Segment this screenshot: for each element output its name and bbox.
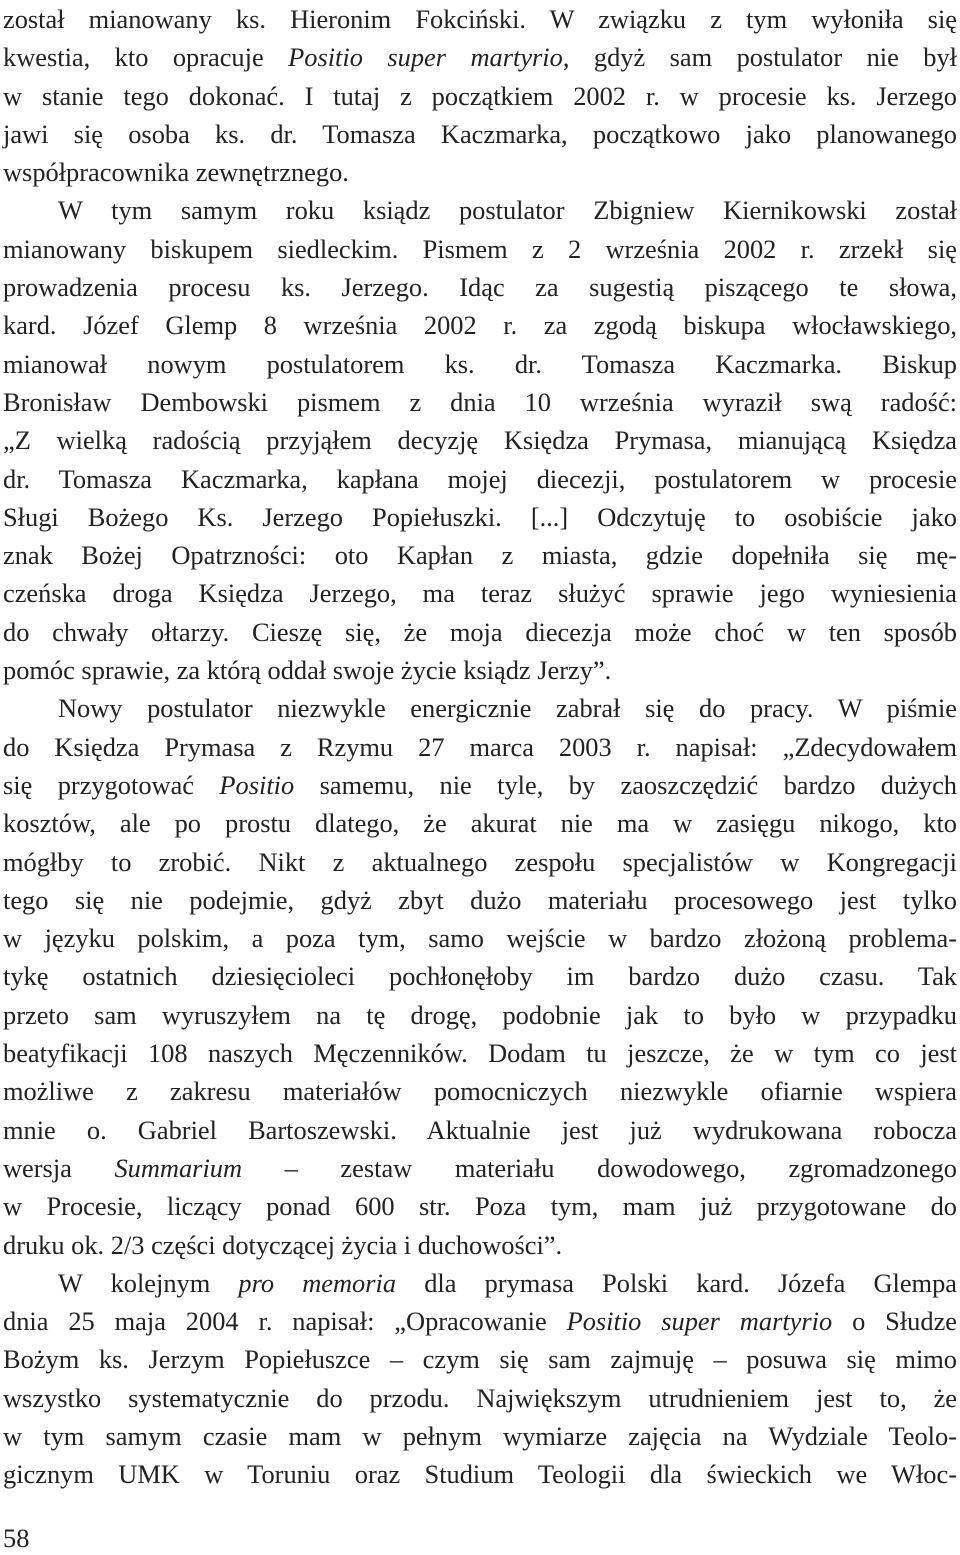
text-line <box>3 536 957 574</box>
text-run: przeto sam wyruszyłem na tę drogę, podobnie jak to było w przypadku <box>3 999 957 1030</box>
text-run: tego się nie podejmie, gdyż zbyt dużo materiału procesowego jest tylko <box>3 884 957 915</box>
text-run: „Z wielką radością przyjąłem decyzję Księdza Prymasa, mianującą Księdza <box>3 425 957 456</box>
text-line <box>3 1111 957 1149</box>
text-run: Bożym ks. Jerzym Popiełuszce – czym się sam zajmuję – posuwa się mimo <box>3 1344 957 1375</box>
text-line <box>3 460 957 498</box>
body-text <box>3 0 957 1494</box>
paragraph <box>3 1264 957 1494</box>
text-run: pomóc sprawie, za którą oddał swoje życie ksiądz Jerzy”. <box>3 655 612 686</box>
paragraph <box>3 0 957 191</box>
text-line <box>3 1340 957 1378</box>
text-line <box>3 1226 957 1264</box>
text-run: mianował nowym postulatorem ks. dr. Tomasza Kaczmarka. Biskup <box>3 348 957 379</box>
text-line <box>3 1379 957 1417</box>
text-run: w tym samym czasie mam w pełnym wymiarze zajęcia na Wydziale Teolo- <box>3 1420 957 1451</box>
text-run: znak Bożej Opatrzności: oto Kapłan z miasta, gdzie dopełniła się mę- <box>3 540 957 571</box>
text-run: w stanie tego dokonać. I tutaj z początkiem 2002 r. w procesie ks. Jerzego <box>3 80 957 111</box>
text-run: możliwe z zakresu materiałów pomocniczych niezwykle ofiarnie wspiera <box>3 1076 957 1107</box>
text-run: się przygotować <box>3 769 220 800</box>
text-line <box>3 651 957 689</box>
text-line <box>3 1149 957 1187</box>
text-line <box>3 613 957 651</box>
text-run: czeńska droga Księdza Jerzego, ma teraz służyć sprawie jego wyniesienia <box>3 578 957 609</box>
text-line <box>3 115 957 153</box>
italic-text: Positio super martyrio <box>566 1306 833 1337</box>
text-line <box>3 1187 957 1225</box>
text-run: dla prymasa Polski kard. Józefa Glempa <box>396 1267 957 1298</box>
text-line <box>3 1417 957 1455</box>
paragraph <box>3 191 957 689</box>
text-run: W kolejnym <box>58 1267 239 1298</box>
text-line <box>3 306 957 344</box>
text-run: w Procesie, liczący ponad 600 str. Poza tym, mam już przygotowane do <box>3 1191 957 1222</box>
text-line <box>3 38 957 76</box>
text-line <box>3 996 957 1034</box>
text-run: Sługi Bożego Ks. Jerzego Popiełuszki. [...] Odczytuję to osobiście jako <box>3 501 957 532</box>
text-run: dr. Tomasza Kaczmarka, kapłana mojej diecezji, postulatorem w procesie <box>3 463 957 494</box>
text-run: do Księdza Prymasa z Rzymu 27 marca 2003 r. napisał: „Zdecydowałem <box>3 731 957 762</box>
text-line <box>3 268 957 306</box>
text-run: druku ok. 2/3 części dotyczącej życia i duchowości”. <box>3 1229 563 1260</box>
text-line <box>3 1034 957 1072</box>
text-run: mógłby to zrobić. Nikt z aktualnego zespołu specjalistów w Kongregacji <box>3 846 957 877</box>
text-run: kosztów, ale po prostu dlatego, że akurat nie ma w zasięgu nikogo, kto <box>3 808 957 839</box>
text-run: wersja <box>3 1152 115 1183</box>
page-number: 58 <box>3 1523 30 1553</box>
text-line <box>3 0 957 38</box>
text-run: współpracownika zewnętrznego. <box>3 157 349 188</box>
text-line <box>3 1072 957 1110</box>
text-run: W tym samym roku ksiądz postulator Zbigniew Kiernikowski został <box>58 195 957 226</box>
text-line <box>3 191 957 229</box>
text-run: mnie o. Gabriel Bartoszewski. Aktualnie jest już wydrukowana robocza <box>3 1114 957 1145</box>
text-line <box>3 1264 957 1302</box>
text-line <box>3 1302 957 1340</box>
text-run: samemu, nie tyle, by zaoszczędzić bardzo dużych <box>294 769 957 800</box>
text-line <box>3 766 957 804</box>
document-page <box>3 0 957 1494</box>
text-run: gicznym UMK w Toruniu oraz Studium Teologii dla świeckich we Włoc- <box>3 1459 957 1490</box>
text-line <box>3 345 957 383</box>
text-run: dnia 25 maja 2004 r. napisał: „Opracowanie <box>3 1306 567 1337</box>
text-run: mianowany biskupem siedleckim. Pismem z 2 września 2002 r. zrzekł się <box>3 233 957 264</box>
text-line <box>3 230 957 268</box>
text-line <box>3 728 957 766</box>
text-line <box>3 498 957 536</box>
text-run: jawi się osoba ks. dr. Tomasza Kaczmarka, początkowo jako planowanego <box>3 118 957 149</box>
text-line <box>3 1455 957 1493</box>
text-run: wszystko systematycznie do przodu. Największym utrudnieniem jest to, że <box>3 1382 957 1413</box>
italic-text: Summarium <box>114 1152 243 1183</box>
text-run: Nowy postulator niezwykle energicznie zabrał się do pracy. W piśmie <box>58 693 957 724</box>
text-line <box>3 77 957 115</box>
text-line <box>3 421 957 459</box>
text-line <box>3 919 957 957</box>
text-run: , gdyż sam postulator nie był <box>562 42 957 73</box>
italic-text: Positio super martyrio <box>288 42 563 73</box>
text-run: do chwały ołtarzy. Cieszę się, że moja diecezja może choć w ten sposób <box>3 616 957 647</box>
text-run: beatyfikacji 108 naszych Męczenników. Dodam tu jeszcze, że w tym co jest <box>3 1038 957 1069</box>
text-line <box>3 804 957 842</box>
text-line <box>3 689 957 727</box>
text-run: kard. Józef Glemp 8 września 2002 r. za zgodą biskupa włocławskiego, <box>3 310 957 341</box>
italic-text: Positio <box>219 769 295 800</box>
text-line <box>3 843 957 881</box>
text-line <box>3 957 957 995</box>
text-run: w języku polskim, a poza tym, samo wejście w bardzo złożoną problema- <box>3 923 957 954</box>
text-run: o Słudze <box>832 1306 958 1337</box>
text-run: kwestia, kto opracuje <box>3 42 289 73</box>
text-line <box>3 153 957 191</box>
italic-text: pro memoria <box>238 1267 397 1298</box>
text-run: prowadzenia procesu ks. Jerzego. Idąc za sugestią piszącego te słowa, <box>3 272 957 303</box>
text-line <box>3 574 957 612</box>
text-run: tykę ostatnich dziesięcioleci pochłonęłoby im bardzo dużo czasu. Tak <box>3 961 957 992</box>
text-run: Bronisław Dembowski pismem z dnia 10 września wyraził swą radość: <box>3 386 957 417</box>
text-line <box>3 383 957 421</box>
paragraph <box>3 689 957 1263</box>
text-line <box>3 881 957 919</box>
text-run: został mianowany ks. Hieronim Fokciński. W związku z tym wyłoniła się <box>3 4 957 34</box>
text-run: – zestaw materiału dowodowego, zgromadzonego <box>242 1152 957 1183</box>
